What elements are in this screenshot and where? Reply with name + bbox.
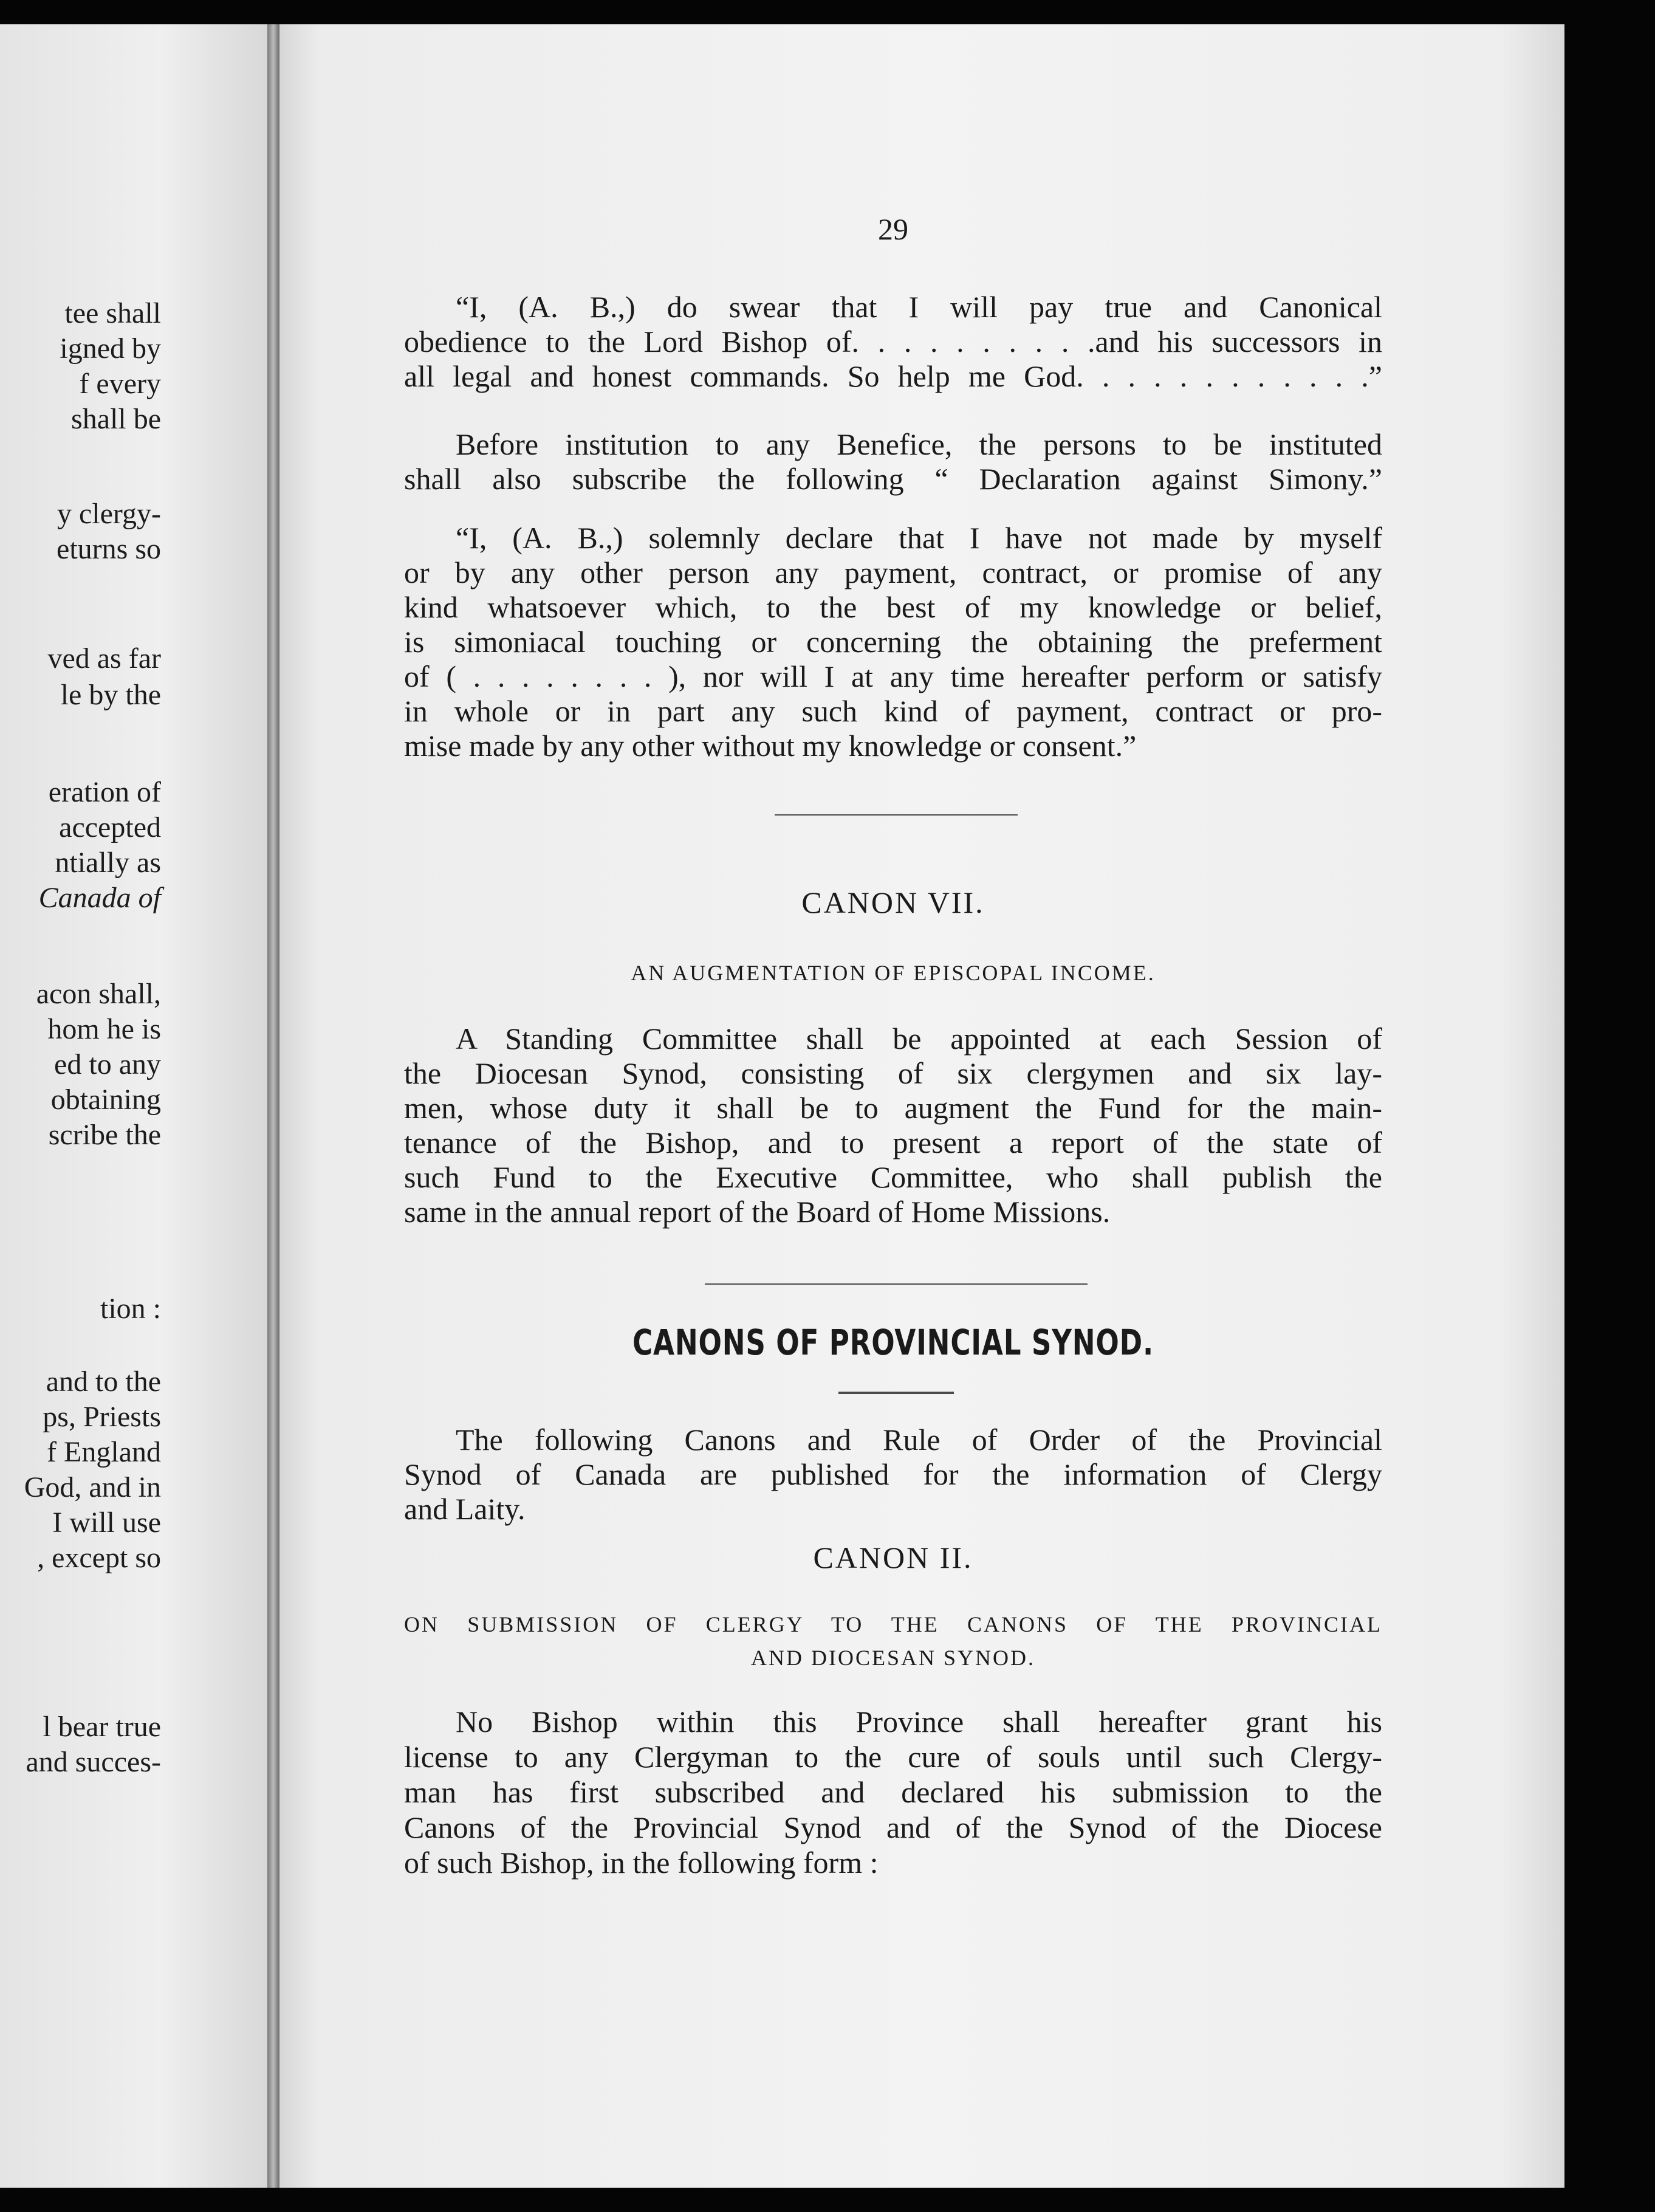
book-gutter (267, 24, 279, 2188)
institution-line: shall also subscribe the following “ Declaration against Simony.” (404, 462, 1382, 496)
provincial-synod-title: CANONS OF PROVINCIAL SYNOD. (632, 1322, 1154, 1363)
previous-page-edge (0, 24, 267, 2188)
simony-line: of ( . . . . . . . . ), nor will I at any time hereafter perform or satisfy (404, 659, 1382, 693)
left-fragment: eration of (48, 776, 161, 808)
left-fragment: f every (79, 368, 161, 400)
simony-line: “I, (A. B.,) solemnly declare that I have not made by myself (456, 521, 1382, 555)
canon-ii-line: Canons of the Provincial Synod and of the Synod of the Diocese (404, 1810, 1382, 1844)
oath-line: all legal and honest commands. So help me God. . . . . . . . . . . .” (404, 359, 1382, 393)
section-divider (705, 1283, 1088, 1285)
left-fragment: shall be (71, 403, 161, 435)
left-fragment: hom he is (47, 1013, 161, 1045)
simony-line: in whole or in part any such kind of payment, contract or pro- (404, 694, 1382, 728)
left-fragment: ntially as (55, 847, 161, 879)
left-fragment: and to the (46, 1365, 161, 1398)
left-fragment: Canada of (38, 882, 161, 914)
canon-ii-line: No Bishop within this Province shall hereafter grant his (456, 1705, 1382, 1739)
page-number: 29 (878, 212, 908, 246)
left-fragment: ps, Priests (43, 1401, 161, 1433)
canon-ii-line: of such Bishop, in the following form : (404, 1846, 879, 1880)
oath-line: obedience to the Lord Bishop of. . . . . . . . . .and his successors in (404, 325, 1382, 359)
canon-vii-line: A Standing Committee shall be appointed at each Session of (456, 1022, 1382, 1056)
oath-line: “I, (A. B.,) do swear that I will pay true and Canonical (456, 290, 1382, 324)
title-underline (838, 1392, 954, 1394)
canon-vii-line: tenance of the Bishop, and to present a report of the state of (404, 1125, 1382, 1159)
canon-vii-line: same in the annual report of the Board of Home Missions. (404, 1195, 1111, 1229)
left-fragment: God, and in (24, 1471, 161, 1503)
left-fragment: eturns so (57, 533, 161, 565)
left-fragment: I will use (52, 1506, 161, 1539)
left-fragment: , except so (37, 1542, 161, 1574)
provincial-intro-line: and Laity. (404, 1492, 526, 1526)
simony-line: is simoniacal touching or concerning the obtaining the preferment (404, 625, 1382, 659)
canon-vii-subheading: AN AUGMENTATION OF EPISCOPAL INCOME. (631, 961, 1156, 985)
left-fragment: scribe the (48, 1119, 161, 1151)
canon-ii-line: man has first subscribed and declared his submission to the (404, 1775, 1382, 1809)
left-fragment: igned by (60, 332, 161, 365)
left-fragment: and succes- (26, 1746, 161, 1778)
left-fragment: l bear true (43, 1711, 161, 1743)
left-fragment: le by the (60, 679, 161, 711)
section-divider (775, 814, 1018, 816)
left-fragment: obtaining (50, 1084, 161, 1116)
canon-vii-heading: CANON VII. (801, 885, 985, 919)
canon-ii-subheading-line: AND DIOCESAN SYNOD. (750, 1646, 1035, 1670)
left-fragment: tee shall (64, 297, 161, 329)
provincial-intro-line: Synod of Canada are published for the information of Clergy (404, 1457, 1382, 1491)
simony-line: mise made by any other without my knowledge or consent.” (404, 729, 1137, 763)
canon-vii-line: men, whose duty it shall be to augment the Fund for the main- (404, 1091, 1382, 1125)
canon-ii-subheading-line: ON SUBMISSION OF CLERGY TO THE CANONS OF THE PROVINCIAL (404, 1612, 1382, 1637)
left-fragment: ved as far (47, 642, 161, 675)
left-fragment: accepted (59, 811, 161, 843)
left-fragment: acon shall, (36, 978, 161, 1010)
canon-vii-line: such Fund to the Executive Committee, who shall publish the (404, 1160, 1382, 1194)
canon-ii-heading: CANON II. (813, 1540, 973, 1575)
canon-ii-line: license to any Clergyman to the cure of souls until such Clergy- (404, 1740, 1382, 1774)
provincial-intro-line: The following Canons and Rule of Order of the Provincial (456, 1423, 1382, 1457)
simony-line: kind whatsoever which, to the best of my knowledge or belief, (404, 590, 1382, 624)
canon-vii-line: the Diocesan Synod, consisting of six clergymen and six lay- (404, 1056, 1382, 1090)
left-fragment: f England (47, 1436, 161, 1468)
simony-line: or by any other person any payment, contract, or promise of any (404, 555, 1382, 589)
left-fragment: tion : (100, 1293, 161, 1325)
institution-line: Before institution to any Benefice, the persons to be instituted (456, 427, 1382, 461)
left-fragment: ed to any (54, 1048, 161, 1080)
left-fragment: y clergy- (57, 498, 161, 530)
